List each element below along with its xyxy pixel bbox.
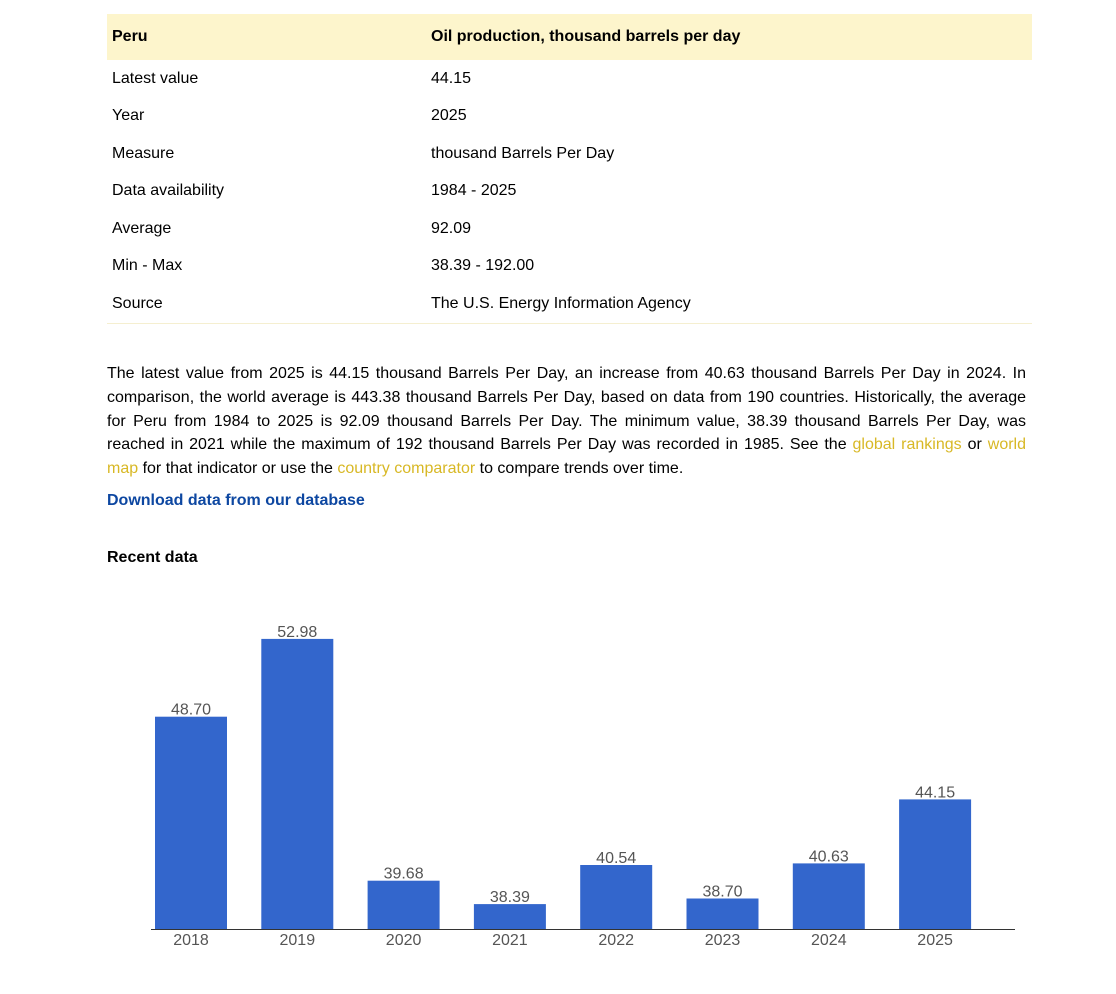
country-header: Peru [107,14,426,60]
bar-2025 [899,799,971,929]
row-value: thousand Barrels Per Day [431,144,615,162]
row-label: Source [107,285,426,323]
row-label: Measure [112,144,175,162]
bar-2019 [261,639,333,929]
x-tick-label: 2019 [279,932,316,949]
x-tick-label: 2023 [704,932,741,949]
row-value: 92.09 [431,219,472,237]
bar-2021 [474,904,546,929]
row-label: Data availability [112,182,225,200]
x-tick-label: 2020 [385,932,422,949]
row-value: 1984 - 2025 [431,182,517,200]
global-rankings-link[interactable]: global rankings [852,436,962,454]
bar-value-label: 48.70 [170,701,212,719]
row-value: 38.39 - 192.00 [431,257,535,275]
bar-value-label: 38.39 [489,889,530,907]
row-value: The U.S. Energy Information Agency [426,285,1032,323]
row-label: Latest value [112,69,199,87]
bar-value-label: 38.70 [702,883,743,901]
x-tick-label: 2024 [811,932,847,949]
summary-text: to compare trends over time. [475,460,684,478]
bar-2023 [687,899,759,930]
summary-text: or [961,436,988,454]
row-label: Year [112,107,145,125]
recent-data-heading: Recent data [107,549,198,566]
row-label: Average [112,219,172,237]
bar-value-label: 40.54 [596,850,637,867]
bar-2020 [368,881,440,929]
bar-2024 [793,863,865,929]
row-value: 2025 [431,107,467,125]
x-tick-label: 2018 [173,932,209,949]
x-tick-label: 2022 [598,932,634,949]
bar-2022 [580,865,652,929]
bar-value-label: 40.63 [808,848,849,866]
country-comparator-link[interactable]: country comparator [337,460,476,478]
bar-value-label: 44.15 [915,784,956,802]
summary-text: The latest value from 2025 is 44.15 thousand Barrels Per Day, an increase from 40.63 thousand Barrels Per Day in 2024. In comparison, the world average is 443.38 thousand Barrels Per Day, based on data from 190 countries. Historically, the average for Peru from 1984 to 2025 is 92.09 thousand Barrels Per Day. The minimum value, 38.39 thousand Barrels Per Day, was reached in 2021 while the maximum of 192 thousand Barrels Per Day was recorded in 1985. See the [107,365,1026,454]
x-tick-label: 2025 [917,932,953,949]
indicator-header: Oil production, thousand barrels per day [426,14,1032,60]
bar-value-label: 52.98 [277,623,318,641]
x-tick-label: 2021 [492,932,528,949]
row-value: 44.15 [431,69,472,87]
bar-2018 [155,717,227,929]
summary-text: for that indicator or use the [138,460,338,478]
download-data-link[interactable]: Download data from our database [107,492,365,509]
bar-value-label: 39.68 [383,865,424,883]
world-map-link[interactable]: world map [107,436,1026,478]
row-label: Min - Max [112,257,183,275]
